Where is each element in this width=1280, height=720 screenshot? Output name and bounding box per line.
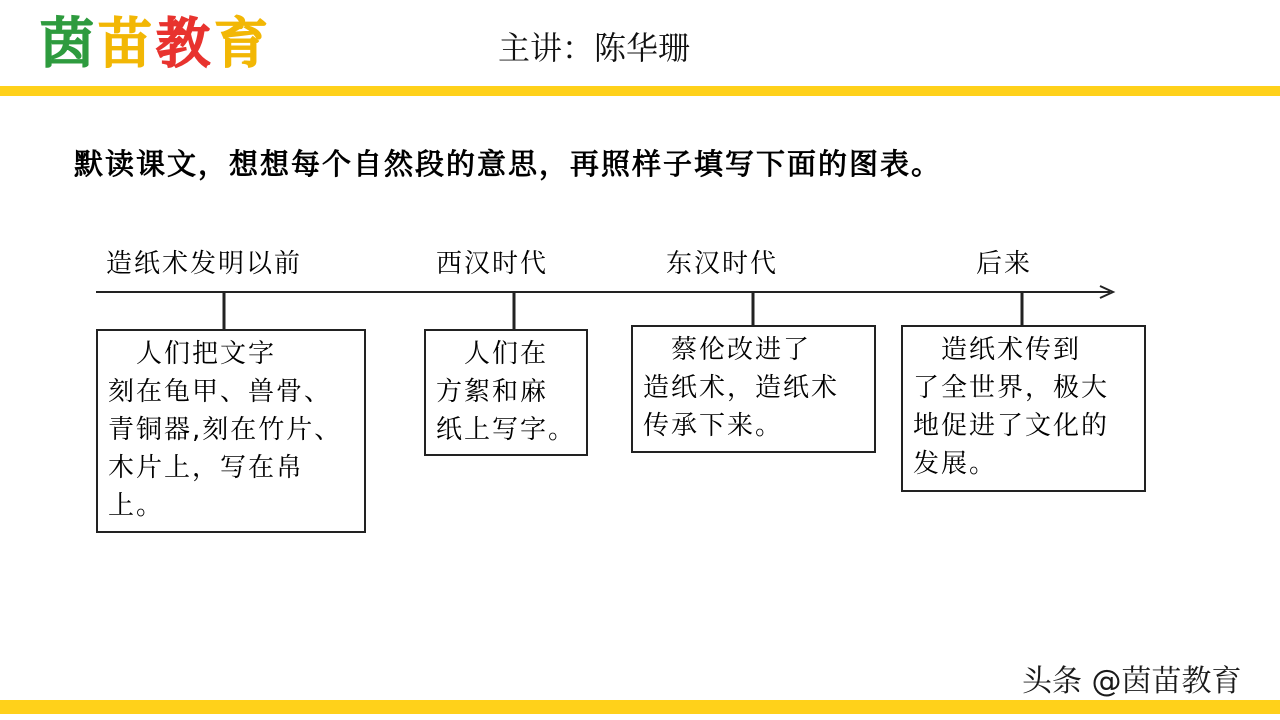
watermark-text: 头条 @茵苗教育	[1022, 664, 1242, 699]
era-card-4: 造纸术传到 了全世界，极大 地促进了文化的 发展。	[901, 325, 1146, 492]
era-card-3: 蔡伦改进了 造纸术，造纸术 传承下来。	[631, 325, 876, 453]
lecturer-name: 主讲：陈华珊	[498, 29, 691, 67]
era-label-1: 造纸术发明以前	[106, 249, 303, 279]
logo-char-2: 苗	[98, 12, 152, 75]
era-card-1: 人们把文字 刻在龟甲、兽骨、 青铜器,刻在竹片、 木片上，写在帛 上。	[96, 329, 366, 533]
era-label-2: 西汉时代	[436, 249, 549, 279]
era-label-3: 东汉时代	[666, 249, 779, 279]
logo-char-3: 教	[156, 12, 210, 75]
instruction-text: 默读课文，想想每个自然段的意思，再照样子填写下面的图表。	[74, 147, 943, 181]
era-card-2: 人们在 方絮和麻 纸上写字。	[424, 329, 588, 456]
logo-char-1: 茵	[40, 12, 94, 75]
era-label-4: 后来	[976, 249, 1033, 279]
logo-char-4: 育	[214, 12, 268, 75]
